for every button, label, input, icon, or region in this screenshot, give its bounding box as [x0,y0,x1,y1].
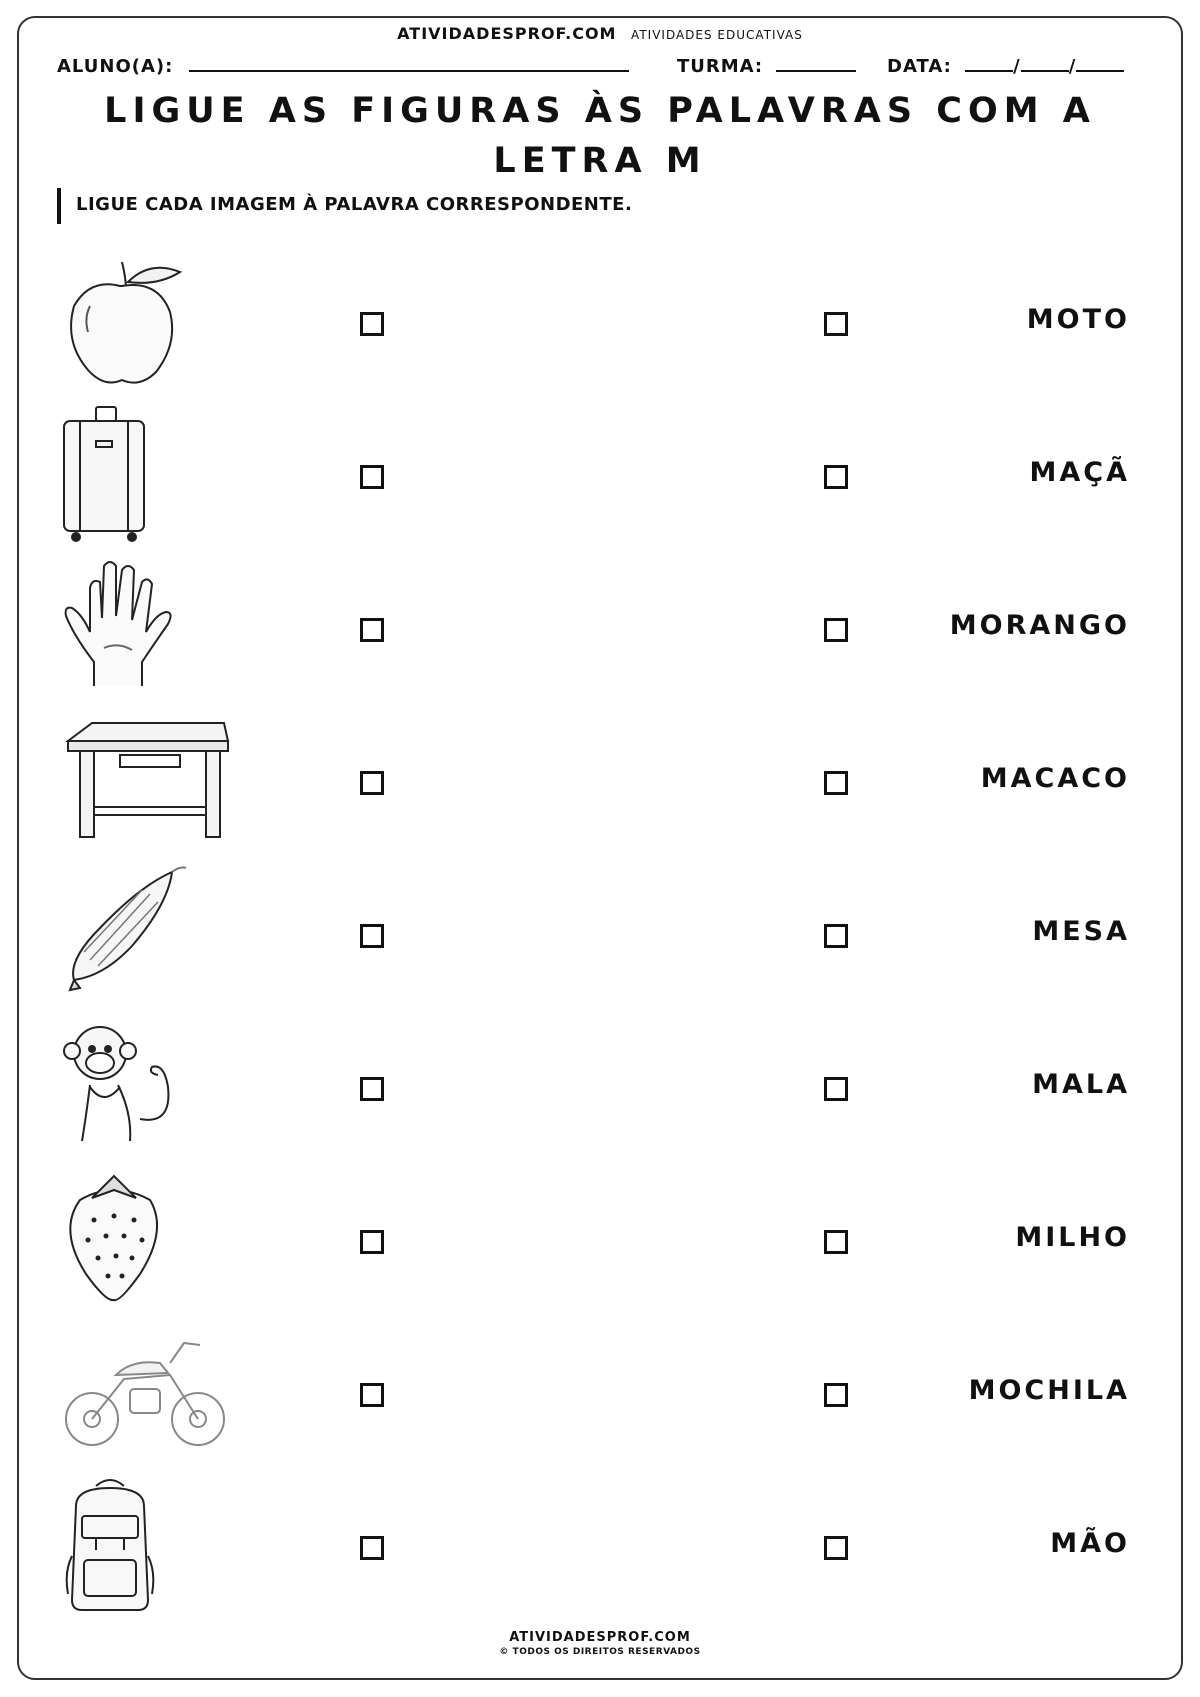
word-label: MÃO [1050,1528,1130,1559]
word-label: MORANGO [949,610,1130,641]
left-checkbox[interactable] [360,312,384,336]
right-checkbox[interactable] [824,1536,848,1560]
aluno-field [57,52,629,77]
right-checkbox[interactable] [824,618,848,642]
strawberry-icon [60,1170,240,1310]
right-checkbox[interactable] [824,1077,848,1101]
suitcase-icon [60,405,240,545]
table-icon [60,711,240,851]
turma-line[interactable] [776,52,856,72]
footer-copyright: © TODOS OS DIREITOS RESERVADOS [499,1647,701,1657]
match-row [0,864,1200,1004]
page-footer [0,1630,1200,1657]
match-row [0,1323,1200,1463]
data-field: DATA: / / [887,52,1124,77]
left-checkbox[interactable] [360,771,384,795]
student-fields [57,52,1147,78]
site-subtitle: ATIVIDADES EDUCATIVAS [631,28,803,42]
data-day-line[interactable] [965,52,1013,72]
left-checkbox[interactable] [360,618,384,642]
right-checkbox[interactable] [824,465,848,489]
data-year-line[interactable] [1076,52,1124,72]
hand-icon [60,558,240,698]
word-label: MAÇÃ [1029,457,1130,488]
right-checkbox[interactable] [824,924,848,948]
left-checkbox[interactable] [360,1077,384,1101]
apple-icon [60,252,240,392]
word-label: MOCHILA [968,1375,1130,1406]
site-name: ATIVIDADESPROF.COM [397,24,617,43]
turma-label: TURMA: [677,56,764,77]
instruction-text: LIGUE CADA IMAGEM À PALAVRA CORRESPONDENTE. [76,194,633,215]
footer-site: ATIVIDADESPROF.COM [509,1630,691,1645]
left-checkbox[interactable] [360,1230,384,1254]
left-checkbox[interactable] [360,924,384,948]
word-label: MESA [1032,916,1130,947]
word-label: MALA [1032,1069,1130,1100]
word-label: MOTO [1026,304,1130,335]
match-row [0,1017,1200,1157]
left-checkbox[interactable] [360,465,384,489]
data-month-line[interactable] [1021,52,1069,72]
instruction-bar [57,188,61,224]
corn-icon [60,864,240,1004]
motorcycle-icon [60,1323,240,1463]
left-checkbox[interactable] [360,1383,384,1407]
match-row [0,252,1200,392]
turma-field [677,52,856,77]
word-label: MILHO [1015,1222,1130,1253]
match-row [0,711,1200,851]
title-line-1: LIGUE AS FIGURAS ÀS PALAVRAS COM A [104,91,1096,131]
data-label: DATA: [887,56,952,77]
backpack-icon [60,1476,240,1616]
site-header [0,24,1200,43]
right-checkbox[interactable] [824,312,848,336]
left-checkbox[interactable] [360,1536,384,1560]
word-label: MACACO [980,763,1130,794]
match-row [0,1170,1200,1310]
match-row [0,405,1200,545]
title-line-2: LETRA M [493,141,707,181]
aluno-line[interactable] [189,52,629,72]
match-row [0,1476,1200,1616]
aluno-label: ALUNO(A): [57,56,174,77]
match-row [0,558,1200,698]
right-checkbox[interactable] [824,771,848,795]
right-checkbox[interactable] [824,1230,848,1254]
page-title [100,86,1100,186]
monkey-icon [60,1017,240,1157]
right-checkbox[interactable] [824,1383,848,1407]
